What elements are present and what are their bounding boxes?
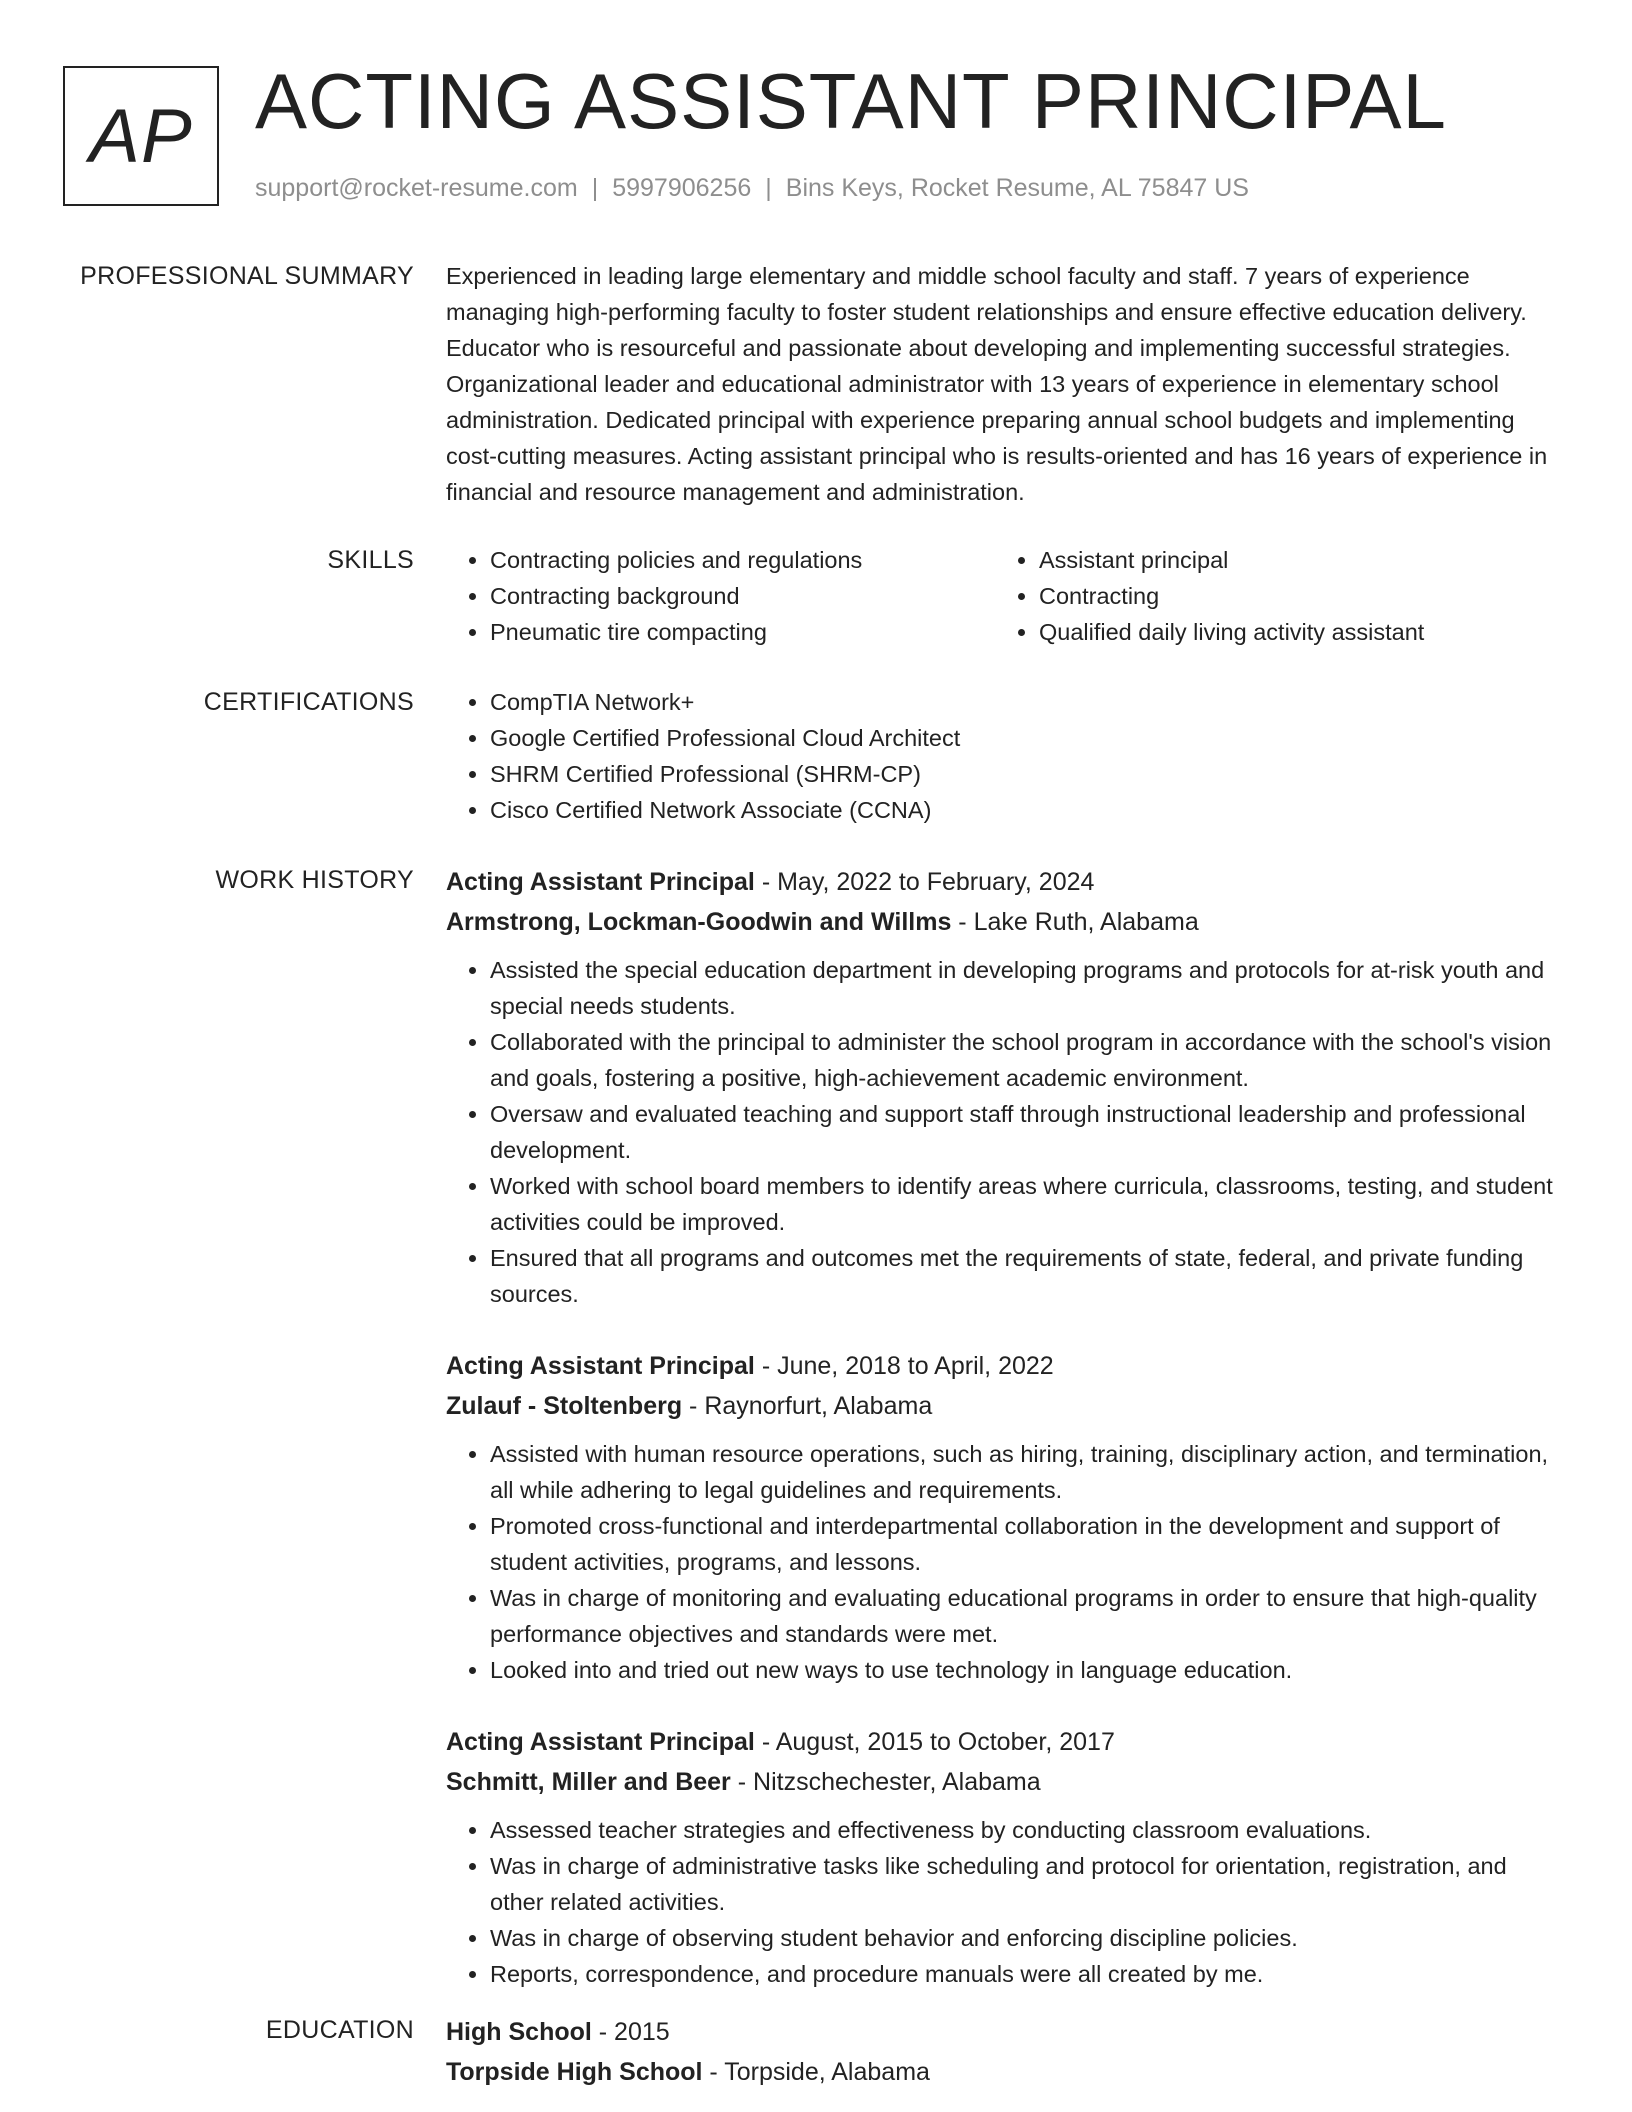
contact-email[interactable]: support@rocket-resume.com [255, 174, 578, 202]
skill-item: • Qualified daily living activity assistant [1039, 614, 1424, 650]
job-dates: - August, 2015 to October, 2017 [754, 1728, 1115, 1756]
job-bullet: • Worked with school board members to identify areas where curricula, classrooms, testing, and student activities could be improved. [490, 1168, 1566, 1240]
certification-item: • Google Certified Professional Cloud Architect [490, 720, 1566, 756]
job-bullet: • Reports, correspondence, and procedure manuals were all created by me. [490, 1956, 1566, 1992]
job-company: Armstrong, Lockman-Goodwin and Willms [446, 908, 952, 936]
job-bullet: • Was in charge of observing student behavior and enforcing discipline policies. [490, 1920, 1566, 1956]
education-year: - 2015 [591, 2018, 670, 2046]
job-title: Acting Assistant Principal [446, 1728, 755, 1756]
job-company-line [446, 1762, 1566, 1802]
education-degree: High School [446, 2018, 592, 2046]
job-entry [446, 1722, 1566, 1992]
contact-separator: | [591, 174, 599, 202]
section-label-skills: SKILLS [327, 546, 414, 574]
certification-item: • CompTIA Network+ [490, 684, 1566, 720]
contact-address: Bins Keys, Rocket Resume, AL 75847 US [785, 174, 1249, 202]
section-label-summary: PROFESSIONAL SUMMARY [80, 262, 414, 290]
job-company: Zulauf - Stoltenberg [446, 1392, 683, 1420]
job-bullet: • Assisted the special education department in developing programs and protocols for at-risk youth and special needs students. [490, 952, 1566, 1024]
job-company-line [446, 902, 1566, 942]
job-dates: - June, 2018 to April, 2022 [754, 1352, 1054, 1380]
contact-separator: | [765, 174, 772, 202]
job-location: - Lake Ruth, Alabama [951, 908, 1199, 936]
job-bullet: • Assessed teacher strategies and effectiveness by conducting classroom evaluations. [490, 1812, 1566, 1848]
skill-item: • Contracting [1039, 578, 1424, 614]
job-title-line [446, 1722, 1566, 1762]
job-bullet: • Looked into and tried out new ways to use technology in language education. [490, 1652, 1566, 1688]
skills-column-1 [446, 542, 995, 650]
resume-title: ACTING ASSISTANT PRINCIPAL [255, 57, 1447, 145]
section-label-education: EDUCATION [265, 2016, 414, 2044]
job-bullet: • Oversaw and evaluated teaching and support staff through instructional leadership and professional development. [490, 1096, 1566, 1168]
contact-line [255, 174, 1249, 203]
summary-text: Experienced in leading large elementary and middle school faculty and staff. 7 years of experience managing high-performing faculty to foster student relationships and ensure effective education delivery. Educator who is resourceful and passionate about developing and implementing successful strategies. Organizational leader and educational administrator with 13 years of experience in elementary school administration. Dedicated principal with experience preparing annual school budgets and implementing cost-cutting measures. Acting assistant principal who is results-oriented and has 16 years of experience in financial and resource management and administration. [446, 263, 1548, 505]
job-dates: - May, 2022 to February, 2024 [754, 868, 1095, 896]
job-bullet: • Collaborated with the principal to administer the school program in accordance with the school's vision and goals, fostering a positive, high-achievement academic environment. [490, 1024, 1566, 1096]
certifications-list [446, 684, 1566, 828]
certification-item: • SHRM Certified Professional (SHRM-CP) [490, 756, 1566, 792]
job-title: Acting Assistant Principal [446, 1352, 755, 1380]
job-title-line [446, 862, 1566, 902]
job-company-line [446, 1386, 1566, 1426]
job-bullet: • Promoted cross-functional and interdepartmental collaboration in the development and support of student activities, programs, and lessons. [490, 1508, 1566, 1580]
section-label-work-history: WORK HISTORY [215, 866, 414, 894]
skills-column-2 [995, 542, 1424, 650]
job-bullets [446, 1812, 1566, 1992]
education-location: - Torpside, Alabama [702, 2058, 930, 2086]
monogram-box [63, 66, 219, 206]
monogram-initials: AP [89, 93, 193, 179]
job-bullet: • Ensured that all programs and outcomes met the requirements of state, federal, and private funding sources. [490, 1240, 1566, 1312]
job-company: Schmitt, Miller and Beer [446, 1768, 731, 1796]
contact-phone[interactable]: 5997906256 [612, 174, 752, 202]
skill-item: • Contracting policies and regulations [490, 542, 995, 578]
job-title: Acting Assistant Principal [446, 868, 755, 896]
education-school-line [446, 2052, 1566, 2092]
certification-item: • Cisco Certified Network Associate (CCNA) [490, 792, 1566, 828]
job-bullets [446, 952, 1566, 1312]
job-bullet: • Was in charge of administrative tasks like scheduling and protocol for orientation, registration, and other related activities. [490, 1848, 1566, 1920]
skills-list [446, 542, 1566, 650]
section-label-certifications: CERTIFICATIONS [203, 688, 414, 716]
job-title-line [446, 1346, 1566, 1386]
skill-item: • Pneumatic tire compacting [490, 614, 995, 650]
skill-item: • Contracting background [490, 578, 995, 614]
job-bullet: • Assisted with human resource operations, such as hiring, training, disciplinary action, and termination, all while adhering to legal guidelines and requirements. [490, 1436, 1566, 1508]
job-entry [446, 862, 1566, 1312]
job-bullets [446, 1436, 1566, 1688]
education-school: Torpside High School [446, 2058, 703, 2086]
job-entry [446, 1346, 1566, 1688]
job-location: - Raynorfurt, Alabama [682, 1392, 933, 1420]
job-bullet: • Was in charge of monitoring and evaluating educational programs in order to ensure that high-quality performance objectives and standards were met. [490, 1580, 1566, 1652]
education-degree-line [446, 2012, 1566, 2052]
skill-item: • Assistant principal [1039, 542, 1424, 578]
job-location: - Nitzschechester, Alabama [730, 1768, 1041, 1796]
